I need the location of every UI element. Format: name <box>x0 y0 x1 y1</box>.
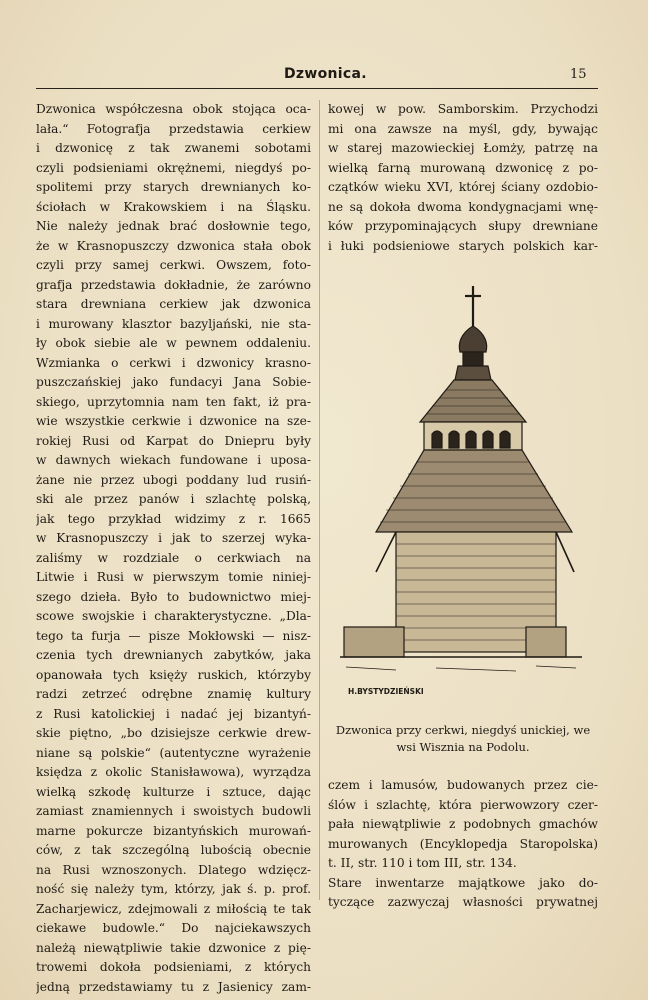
text-line: Zacharjewicz, zdejmowali z miłością te tak <box>36 901 311 916</box>
belfry-illustration <box>336 282 586 712</box>
text-line: mi ona zawsze na myśl, gdy, bywając <box>328 121 598 136</box>
text-line: niane są polskie“ (autentyczne wyrażenie <box>36 745 311 760</box>
text-line: Wzmianka o cerkwi i dzwonicy krasno- <box>36 355 311 370</box>
text-line: w starej mazowieckiej Łomży, patrzę na <box>328 141 598 155</box>
text-line: i murowany klasztor bazyljański, nie sta- <box>36 316 311 331</box>
text-line: kowej w pow. Samborskim. Przychodzi <box>328 102 598 116</box>
left-text-column <box>36 100 311 997</box>
text-line: Litwie i Rusi w pierwszym tomie niniej- <box>36 570 311 584</box>
text-line: radzi zetrzeć odrębne znamię kultury <box>36 687 311 701</box>
text-line: Stare inwentarze majątkowe jako do- <box>328 875 598 890</box>
page-number: 15 <box>570 67 587 82</box>
text-line: jedną przedstawiamy tu z Jasienicy zam- <box>36 979 311 994</box>
text-line: wielką farną murowaną dzwonicę z po- <box>328 160 598 175</box>
text-line: zaliśmy w rozdziale o cerkwiach na <box>36 550 311 565</box>
text-line: lała.“ Fotografja przedstawia cerkiew <box>36 121 311 136</box>
text-line: skie piętno, „bo dzisiejsze cerkwie drew- <box>36 726 311 740</box>
text-line: tyczące zazwyczaj własności prywatnej <box>328 895 598 909</box>
text-line: z Rusi katolickiej i nadać jej bizantyń- <box>36 706 311 721</box>
text-line: czyli przy samej cerkwi. Owszem, foto- <box>36 258 311 272</box>
text-line: Nie należy jednak brać dosłownie tego, <box>36 219 311 233</box>
text-line: zamiast znamiennych i swoistych budowli <box>36 804 311 818</box>
text-line: murowanych (Encyklopedja Staropolska) <box>328 836 598 851</box>
text-line: grafja przedstawia dokładnie, że zarówno <box>36 277 311 292</box>
caption-line: Dzwonica przy cerkwi, niegdyś unickiej, we <box>335 723 591 737</box>
text-line: puszczańskiej jako fundacyi Jana Sobie- <box>36 375 311 389</box>
illustration-caption <box>328 722 598 756</box>
text-line: należą niewątpliwie takie dzwonice z pię- <box>36 940 311 955</box>
text-line: jak tego przykład widzimy z r. 1665 <box>36 511 311 526</box>
text-line: wielką szkodę kulturze i sztuce, dając <box>36 784 311 799</box>
text-line: tego ta furja — pisze Mokłowski — nisz- <box>36 628 311 643</box>
text-line: że w Krasnopuszczy dzwonica stała obok <box>36 238 311 253</box>
text-line: ków przypominających słupy drewniane <box>328 219 598 233</box>
header-rule <box>36 88 598 89</box>
text-line: ski ale przez panów i szlachtę polską, <box>36 492 311 506</box>
text-line: i dzwonicę z tak zwanemi sobotami <box>36 141 311 155</box>
right-text-column-top <box>328 100 598 256</box>
text-line: pała niewątpliwie z podobnych gmachów <box>328 817 598 831</box>
text-line: trowemi dokoła podsieniami, z których <box>36 960 311 974</box>
text-line: czątków wieku XVI, której ściany ozdobio- <box>328 180 598 194</box>
text-line: rokiej Rusi od Karpat do Dniepru były <box>36 433 311 448</box>
text-line: stara drewniana cerkiew jak dzwonica <box>36 297 311 311</box>
text-line: ściołach w Krakowskiem i na Śląsku. <box>36 199 311 214</box>
text-line: księdza z okolic Stanisławowa), wyrządza <box>36 765 311 779</box>
text-line: żane nie przez ubogi poddany lud rusiń- <box>36 472 311 487</box>
text-line: ne są dokoła dwoma kondygnacjami wnę- <box>328 199 598 214</box>
text-line: wie wszystkie cerkwie i dzwonice na sze- <box>36 414 311 428</box>
text-line: szego dzieła. Było to budownictwo miej- <box>36 589 311 604</box>
text-line: ły obok siebie ale w pewnem oddaleniu. <box>36 336 311 350</box>
text-line: ślów i szlachtę, która pierwowzory czer- <box>328 797 598 812</box>
text-line: Dzwonica współczesna obok stojąca oca- <box>36 102 311 116</box>
text-line: scowe swojskie i charakterystyczne. „Dla- <box>36 609 311 623</box>
text-line: czyli podsieniami okrężnemi, niegdyś po- <box>36 160 311 175</box>
text-line: w dawnych wiekach fundowane i uposa- <box>36 453 311 467</box>
text-line: t. II, str. 110 i tom III, str. 134. <box>328 856 517 870</box>
running-title: Dzwonica. <box>284 66 367 82</box>
text-line: czem i lamusów, budowanych przez cie- <box>328 778 598 792</box>
text-line: skiego, uprzytomnia nam ten fakt, iż pra- <box>36 394 311 409</box>
text-line: ność się należy tym, którzy, jak ś. p. prof. <box>36 882 311 896</box>
text-line: ciekawe budowle.“ Do najciekawszych <box>36 921 311 935</box>
text-line: opanowała tych księży ruskich, którzyby <box>36 667 311 682</box>
text-line: w Krasnopuszczy i jak to szerzej wyka- <box>36 531 311 545</box>
text-line: czenia tych drewnianych zabytków, jaka <box>36 648 311 662</box>
text-line: marne pokurcze bizantyńskich murowań- <box>36 823 311 838</box>
caption-line: wsi Wisznia na Podolu. <box>396 740 530 754</box>
text-line: ców, z tak szczególną lubością obecnie <box>36 843 311 857</box>
illustration-signature: H.BYSTYDZIEŃSKI <box>348 687 424 696</box>
text-line: na Rusi wznoszonych. Dlatego wdzięcz- <box>36 862 311 877</box>
right-text-column-bottom <box>328 776 598 913</box>
text-line: i łuki podsieniowe starych polskich kar- <box>328 238 598 253</box>
column-divider <box>319 100 320 900</box>
text-line: spolitemi przy starych drewnianych ko- <box>36 180 311 194</box>
